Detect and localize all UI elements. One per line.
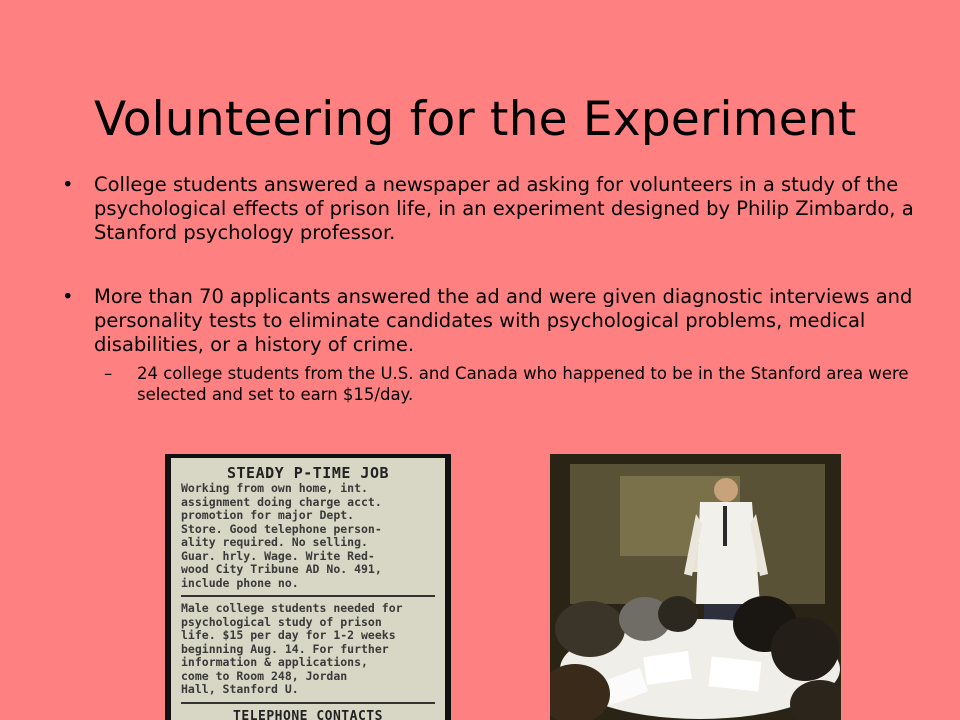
newspaper-study-ad-text: Male college students needed for psychological study of prison life. $15 per day for 1-2 weeks beginning Aug. 14. For further information & applications, come to Room 248, Jordan Hall, Stanford U. <box>181 601 403 696</box>
interview-room-photo <box>550 454 841 720</box>
sub-bullet-marker: – <box>104 364 113 383</box>
sub-bullet-text: 24 college students from the U.S. and Canada who happened to be in the Stanford area were selected and set to earn $15/day. <box>137 364 909 404</box>
newspaper-divider <box>181 702 435 704</box>
newspaper-ad-text: Working from own home, int. assignment doing charge acct. promotion for major Dept. Store. Good telephone person- ality required. No selling. Guar. hrly. Wage. Write Red- wood City Tribune AD No. 491, include phone no. <box>181 481 382 590</box>
bullet-item <box>60 173 920 245</box>
bullet-text: College students answered a newspaper ad asking for volunteers in a study of the psychological effects of prison life, in an experiment designed by Philip Zimbardo, a Stanford psychology professor. <box>94 173 914 244</box>
newspaper-clipping <box>171 458 445 720</box>
sub-bullet-item <box>60 363 920 405</box>
newspaper-divider <box>181 595 435 597</box>
newspaper-ad-image <box>165 454 451 720</box>
newspaper-heading: STEADY P-TIME JOB <box>226 464 390 482</box>
newspaper-footer: TELEPHONE CONTACTS <box>233 708 383 720</box>
slide-title: Volunteering for the Experiment <box>94 92 857 147</box>
slide-body <box>60 173 920 405</box>
bullet-marker: • <box>62 285 74 308</box>
bullet-item <box>60 285 920 357</box>
bullet-text: More than 70 applicants answered the ad and were given diagnostic interviews and personality tests to eliminate candidates with psychological problems, medical disabilities, or a history of crime. <box>94 285 913 356</box>
interview-room-illustration <box>550 454 841 720</box>
bullet-marker: • <box>62 173 74 196</box>
